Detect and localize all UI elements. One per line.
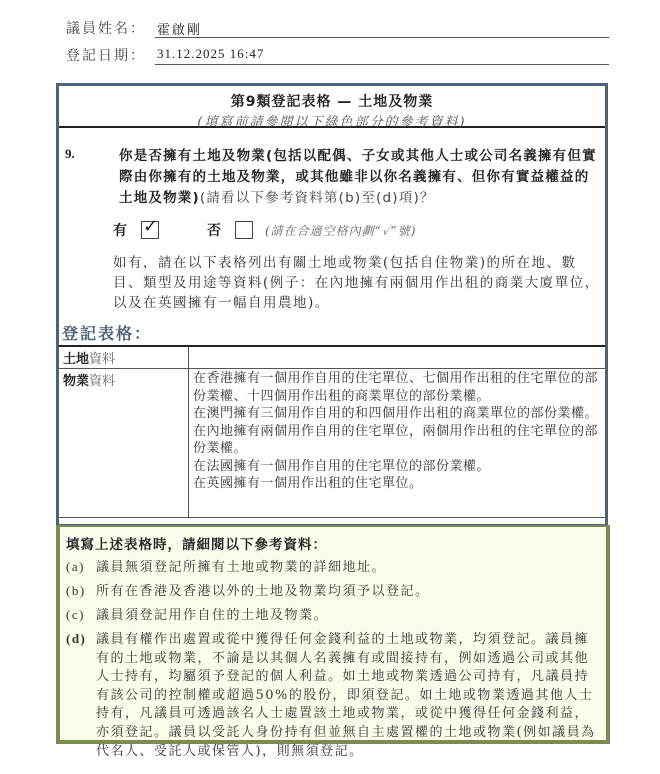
property-line: 在英國擁有一個用作出租的住宅單位。 bbox=[193, 476, 423, 491]
reference-heading: 填寫上述表格時，請細閱以下參考資料： bbox=[66, 537, 327, 553]
member-name-label: 議員姓名： bbox=[66, 21, 146, 37]
reg-date-label: 登記日期： bbox=[66, 48, 146, 64]
question-body: 你是否擁有土地及物業(包括以配偶、子女或其他人士或公司名義擁有但實際由你擁有的土地及物業，或其他雖非以你名義擁有、但你有實益權益的土地及物業) bbox=[119, 148, 597, 206]
check-hint: (請在合適空格內劃“✓”號) bbox=[265, 223, 417, 238]
property-value bbox=[189, 369, 606, 518]
land-key: 土地資料 bbox=[59, 346, 189, 369]
table-row-property bbox=[59, 369, 605, 518]
no-label: 否 bbox=[207, 223, 221, 239]
property-line: 在澳門擁有三個用作自用的和四個用作出租的商業單位的部份業權。 bbox=[193, 406, 599, 421]
property-key: 物業資料 bbox=[59, 369, 189, 518]
section-title: 登記表格： bbox=[62, 324, 153, 343]
property-line: 在香港擁有一個用作自用的住宅單位、七個用作出租的住宅單位的部份業權、十四個用作出租的商業單位的部份業權。 bbox=[193, 371, 599, 404]
yes-no-row bbox=[113, 216, 417, 240]
check-icon: ✓ bbox=[143, 216, 159, 237]
table-row-land bbox=[59, 346, 605, 369]
no-checkbox[interactable] bbox=[235, 221, 253, 239]
reg-date-value: 31.12.2025 16:47 bbox=[155, 46, 609, 65]
form-subtitle: (填寫前請參閱以下綠色部分的參考資料) bbox=[197, 115, 467, 130]
form-title-block bbox=[59, 86, 605, 128]
registration-table bbox=[59, 345, 605, 518]
reference-notes-box: 填寫上述表格時，請細閱以下參考資料： (a) 議員無須登記所擁有土地或物業的詳細地址。 (b) 所有在香港及香港以外的土地及物業均須予以登記。 (c) 議員須登記用作自住的土地及物業。 (d) 議員有權作出處置或從中獲得任何金錢利益的土地或物業，均須登記。議員擁有的土地或物業，不論是以其個人名義擁有或間接持有，例如透過公司或其他人士持有，均屬須予登記的個人利益。如土地或物業透過公司持有，凡議員持有該公司的控制權或超過50%的股份，即須登記。如土地或物業透過其他人士持有，凡議員可透過該名人士處置該土地或物業，或從中獲得任何金錢利益，亦須登記。議員以受託人身份持有但並無自主處置權的土地或物業(例如議員為代名人、受託人或保管人)，則無須登記。 bbox=[56, 525, 610, 744]
yes-checkbox[interactable] bbox=[141, 216, 159, 239]
member-name-value: 霍啟剛 bbox=[155, 19, 609, 38]
property-line: 在法國擁有一個用作自用的住宅單位的部份業權。 bbox=[193, 458, 491, 474]
question-text bbox=[119, 146, 599, 209]
registration-form-box bbox=[56, 83, 608, 528]
yes-label: 有 bbox=[113, 223, 127, 239]
form-title: 第9類登記表格 — 土地及物業 bbox=[230, 94, 434, 110]
question-number: 9. bbox=[65, 146, 75, 161]
land-value bbox=[189, 346, 606, 369]
question-ref: (請看以下參考資料第(b)至(d)項)？ bbox=[199, 190, 435, 206]
instruction-text: 如有，請在以下表格列出有關土地或物業(包括自住物業)的所在地、數目、類型及用途等資料(例子：在內地擁有兩個用作出租的商業大廈單位，以及在英國擁有一幅自用農地)。 bbox=[113, 255, 600, 311]
property-line: 在內地擁有兩個用作自用的住宅單位，兩個用作出租的住宅單位的部份業權。 bbox=[193, 423, 599, 456]
